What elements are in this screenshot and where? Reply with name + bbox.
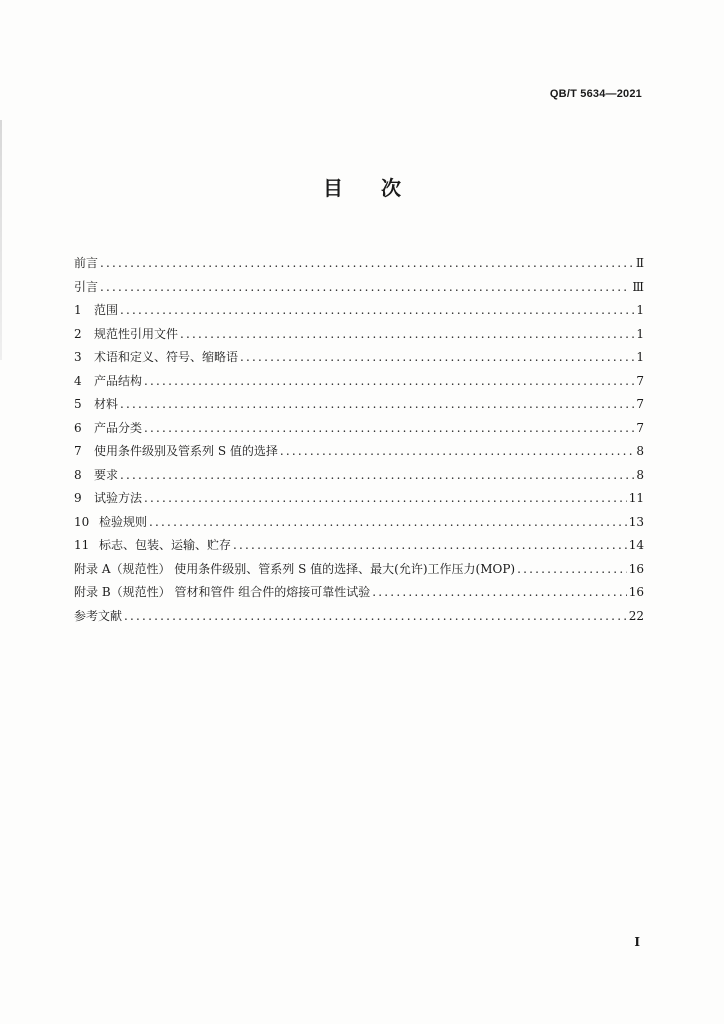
toc-entry[interactable] (74, 393, 644, 417)
toc-entry[interactable] (74, 252, 644, 276)
toc-entry[interactable] (74, 558, 644, 582)
toc-entry-label: 范围 (94, 303, 119, 317)
toc-leader-dots (100, 276, 630, 300)
toc-entry[interactable] (74, 323, 644, 347)
toc-leader-dots (144, 370, 634, 394)
toc-entry-label: 规范性引用文件 (94, 326, 179, 341)
toc-entry-page: 11 (628, 491, 644, 505)
toc-leader-dots (144, 417, 634, 441)
toc-leader-dots (149, 511, 627, 535)
title-char-1: 目 (323, 176, 343, 200)
toc-entry[interactable] (74, 581, 644, 605)
toc-entry-number: 5 (74, 397, 82, 411)
toc-entry[interactable] (74, 605, 644, 629)
toc-entry-page: 8 (636, 467, 644, 482)
scan-edge-mark (0, 120, 2, 360)
toc-entry-label: 参考文献 (74, 608, 123, 623)
toc-entry[interactable] (74, 487, 644, 511)
toc-entry[interactable] (74, 299, 644, 323)
toc-leader-dots (120, 464, 634, 488)
toc-entry-label: 材料 (94, 397, 119, 411)
toc-leader-dots (120, 393, 634, 417)
toc-entry-label: 标志、包装、运输、贮存 (99, 538, 232, 552)
toc-entry-label: 要求 (94, 467, 119, 482)
toc-leader-dots (120, 299, 634, 323)
toc-entry[interactable] (74, 417, 644, 441)
toc-entry-page: 7 (636, 420, 644, 435)
toc-entry-page: Ⅱ (635, 256, 644, 270)
toc-entry-number: 7 (74, 444, 82, 458)
title-char-2: 次 (381, 176, 401, 200)
table-of-contents (74, 252, 644, 628)
toc-entry-page: 13 (628, 514, 644, 529)
toc-entry-number: 4 (74, 373, 82, 388)
toc-entry-number: 2 (74, 326, 82, 341)
toc-entry-page: 16 (628, 561, 644, 576)
toc-entry[interactable] (74, 440, 644, 464)
toc-entry-label: 附录 B（规范性） 管材和管件 组合件的熔接可靠性试验 (74, 585, 371, 599)
toc-entry-label: 产品分类 (94, 420, 143, 435)
toc-entry-page: 1 (636, 350, 644, 364)
toc-entry-number: 9 (74, 491, 82, 505)
toc-entry-label: 使用条件级别及管系列 S 值的选择 (94, 444, 278, 458)
toc-entry-page: 1 (636, 303, 644, 317)
toc-entry-number: 8 (74, 467, 82, 482)
toc-leader-dots (240, 346, 634, 370)
toc-entry-page: 7 (636, 373, 644, 388)
toc-entry-number: 6 (74, 420, 82, 435)
toc-entry-page: 7 (636, 397, 644, 411)
toc-leader-dots (100, 252, 634, 276)
page-title (0, 172, 724, 201)
toc-leader-dots (180, 323, 634, 347)
toc-entry-label: 前言 (74, 256, 99, 270)
toc-entry-label: 检验规则 (99, 514, 148, 529)
toc-entry-page: Ⅲ (632, 279, 644, 294)
toc-entry-page: 14 (628, 538, 644, 552)
toc-leader-dots (372, 581, 626, 605)
toc-entry-number: 10 (74, 514, 90, 529)
toc-entry-label: 引言 (74, 279, 99, 294)
toc-entry-number: 11 (74, 538, 90, 552)
toc-entry-label: 产品结构 (94, 373, 143, 388)
toc-entry-label: 附录 A（规范性） 使用条件级别、管系列 S 值的选择、最大(允许)工作压力(MOP) (74, 561, 516, 576)
toc-entry[interactable] (74, 511, 644, 535)
toc-entry-page: 22 (628, 608, 644, 623)
toc-leader-dots (144, 487, 627, 511)
toc-entry-page: 1 (636, 326, 644, 341)
toc-entry-page: 16 (628, 585, 644, 599)
toc-leader-dots (233, 534, 627, 558)
toc-entry[interactable] (74, 534, 644, 558)
toc-entry[interactable] (74, 276, 644, 300)
toc-leader-dots (124, 605, 627, 629)
toc-entry-label: 术语和定义、符号、缩略语 (94, 350, 239, 364)
toc-entry[interactable] (74, 346, 644, 370)
toc-entry-label: 试验方法 (94, 491, 143, 505)
toc-entry-number: 3 (74, 350, 82, 364)
toc-entry-page: 8 (636, 444, 644, 458)
page-number: I (634, 935, 640, 949)
toc-entry-number: 1 (74, 303, 82, 317)
toc-leader-dots (517, 558, 627, 582)
toc-leader-dots (280, 440, 635, 464)
toc-entry[interactable] (74, 464, 644, 488)
toc-entry[interactable] (74, 370, 644, 394)
standard-code: QB/T 5634—2021 (549, 88, 642, 100)
